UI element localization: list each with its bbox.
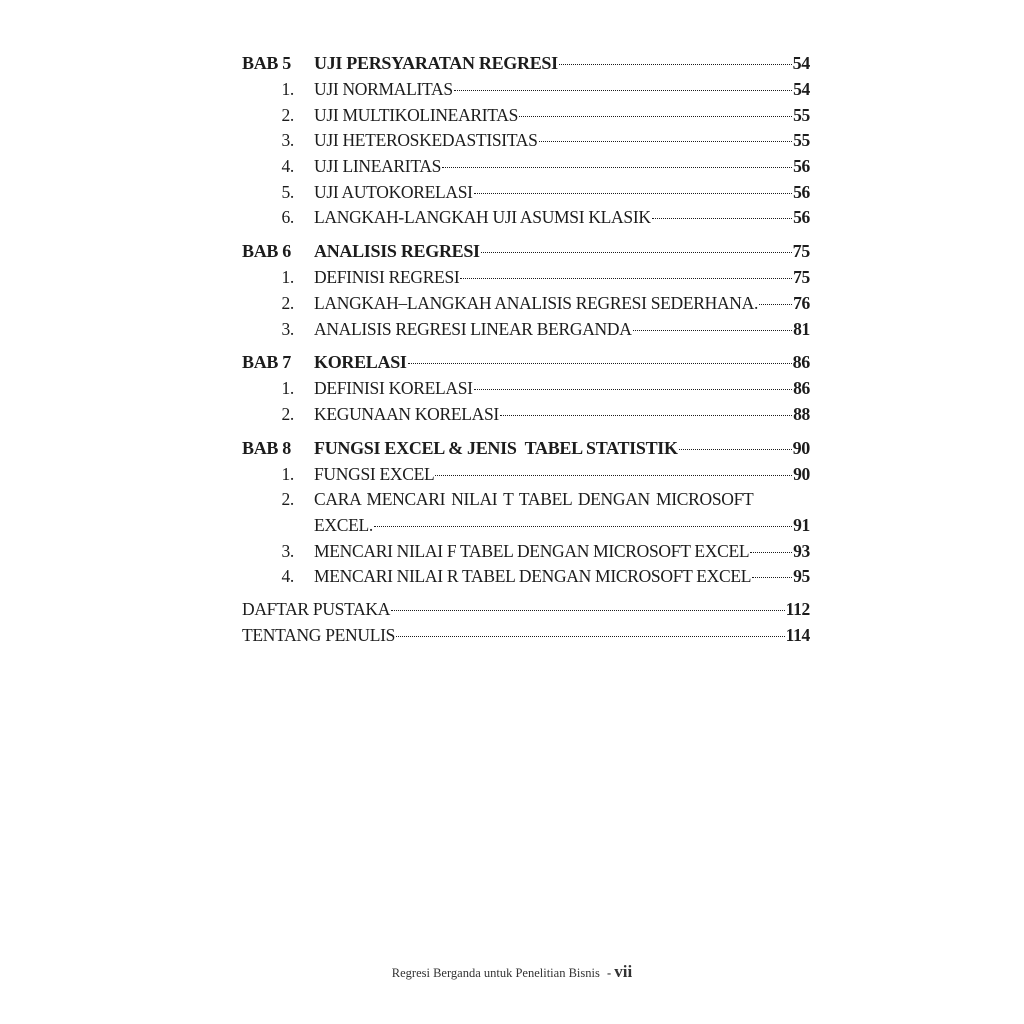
page-number: 75	[792, 241, 810, 262]
dot-leader	[750, 552, 792, 553]
chapter-number: BAB 7	[242, 352, 292, 373]
item-number: 1.	[281, 463, 294, 484]
page-number: 90	[793, 463, 810, 484]
page-number: 56	[793, 207, 810, 228]
item-label: DAFTAR PUSTAKA	[242, 599, 391, 620]
toc-item[interactable]	[242, 462, 810, 488]
dot-leader	[454, 90, 792, 91]
toc-item[interactable]	[242, 376, 810, 402]
item-label-line-1: CARA MENCARI NILAI T TABEL DENGAN MICROSOFT	[314, 489, 754, 510]
item-label: TENTANG PENULIS	[242, 624, 396, 645]
item-label: UJI LINEARITAS	[314, 156, 442, 177]
chapter-number: BAB 8	[242, 437, 292, 458]
page-number: 81	[793, 318, 810, 339]
page-number: 86	[793, 378, 810, 399]
item-label: LANGKAH-LANGKAH UJI ASUMSI KLASIK	[314, 207, 651, 228]
dot-leader	[759, 304, 792, 305]
table-of-contents	[242, 50, 810, 648]
page-number: 114	[785, 624, 810, 645]
chapter-title: ANALISIS REGRESI	[314, 241, 480, 262]
chapter-number: BAB 5	[242, 53, 292, 73]
item-number: 1.	[281, 79, 294, 99]
page-number: 55	[793, 130, 810, 151]
toc-item[interactable]	[242, 317, 810, 343]
dot-leader	[474, 389, 792, 390]
chapter-number: BAB 6	[242, 241, 292, 262]
dot-leader	[435, 475, 792, 476]
toc-item[interactable]	[242, 128, 810, 154]
item-number: 5.	[281, 181, 294, 202]
toc-chapter-7[interactable]	[242, 349, 810, 376]
dot-leader	[652, 218, 792, 219]
page-number: 56	[793, 181, 810, 202]
toc-chapter-6[interactable]	[242, 238, 810, 265]
dot-leader	[679, 449, 792, 450]
item-label: MENCARI NILAI F TABEL DENGAN MICROSOFT EXCEL	[314, 540, 750, 561]
item-number: 2.	[281, 403, 294, 424]
item-number: 3.	[281, 318, 294, 339]
item-number: 6.	[281, 207, 294, 228]
item-label: UJI HETEROSKEDASTISITAS	[314, 130, 538, 151]
item-label: DEFINISI REGRESI	[314, 267, 460, 288]
chapter-title: KORELASI	[314, 352, 407, 373]
item-label: UJI AUTOKORELASI	[314, 181, 473, 202]
page-number: 86	[792, 352, 810, 373]
dot-leader	[481, 252, 792, 253]
chapter-title: UJI PERSYARATAN REGRESI	[314, 53, 558, 73]
page-number: 91	[793, 514, 810, 535]
dot-leader	[474, 193, 792, 194]
toc-item[interactable]	[242, 402, 810, 428]
toc-chapter-5[interactable]	[242, 50, 810, 77]
toc-daftar-pustaka[interactable]	[242, 597, 810, 623]
chapter-title: FUNGSI EXCEL & JENIS TABEL STATISTIK	[314, 437, 678, 458]
item-number: 2.	[281, 489, 294, 510]
item-label: UJI MULTIKOLINEARITAS	[314, 104, 519, 125]
dot-leader	[539, 141, 793, 142]
toc-item[interactable]	[242, 77, 810, 103]
dot-leader	[374, 526, 792, 527]
item-label: ANALISIS REGRESI LINEAR BERGANDA	[314, 318, 632, 339]
dot-leader	[408, 363, 792, 364]
item-label: DEFINISI KORELASI	[314, 378, 473, 399]
page-footer	[0, 962, 1024, 982]
dot-leader	[460, 278, 792, 279]
dot-leader	[391, 610, 785, 611]
item-number: 2.	[281, 292, 294, 313]
page-number: 76	[793, 292, 810, 313]
toc-item[interactable]	[242, 265, 810, 291]
item-number: 4.	[281, 566, 294, 587]
item-number: 1.	[281, 267, 294, 288]
dot-leader	[519, 116, 792, 117]
page-number: 112	[785, 599, 810, 620]
toc-chapter-8[interactable]	[242, 435, 810, 462]
toc-item[interactable]	[242, 487, 810, 538]
page-number: 54	[792, 53, 810, 73]
item-label: UJI NORMALITAS	[314, 79, 453, 99]
toc-item[interactable]	[242, 103, 810, 129]
toc-item[interactable]	[242, 539, 810, 565]
item-number: 4.	[281, 156, 294, 177]
toc-item[interactable]	[242, 564, 810, 590]
page-number: 55	[793, 104, 810, 125]
dot-leader	[396, 636, 785, 637]
footer-separator: -	[606, 966, 612, 980]
page-number: 95	[793, 566, 810, 587]
page-number: 75	[793, 267, 810, 288]
page-number: 54	[793, 79, 810, 99]
toc-tentang-penulis[interactable]	[242, 623, 810, 649]
dot-leader	[633, 330, 793, 331]
footer-page-number: vii	[614, 962, 633, 981]
toc-item[interactable]	[242, 291, 810, 317]
toc-item[interactable]	[242, 180, 810, 206]
toc-item[interactable]	[242, 154, 810, 180]
dot-leader	[442, 167, 792, 168]
item-number: 3.	[281, 540, 294, 561]
page-number: 56	[793, 156, 810, 177]
item-label: KEGUNAAN KORELASI	[314, 403, 499, 424]
footer-book-title: Regresi Berganda untuk Penelitian Bisnis	[391, 966, 600, 980]
item-number: 1.	[281, 378, 294, 399]
toc-item[interactable]	[242, 205, 810, 231]
dot-leader	[559, 64, 792, 65]
page-number: 88	[793, 403, 810, 424]
item-label-line-2: EXCEL.	[314, 514, 373, 535]
item-number: 2.	[281, 104, 294, 125]
item-label: MENCARI NILAI R TABEL DENGAN MICROSOFT EXCEL	[314, 566, 752, 587]
page-number: 93	[793, 540, 810, 561]
page-number: 90	[792, 437, 810, 458]
item-label: FUNGSI EXCEL	[314, 463, 435, 484]
dot-leader	[752, 577, 792, 578]
dot-leader	[500, 415, 792, 416]
item-label: LANGKAH–LANGKAH ANALISIS REGRESI SEDERHANA.	[314, 292, 759, 313]
item-number: 3.	[281, 130, 294, 151]
